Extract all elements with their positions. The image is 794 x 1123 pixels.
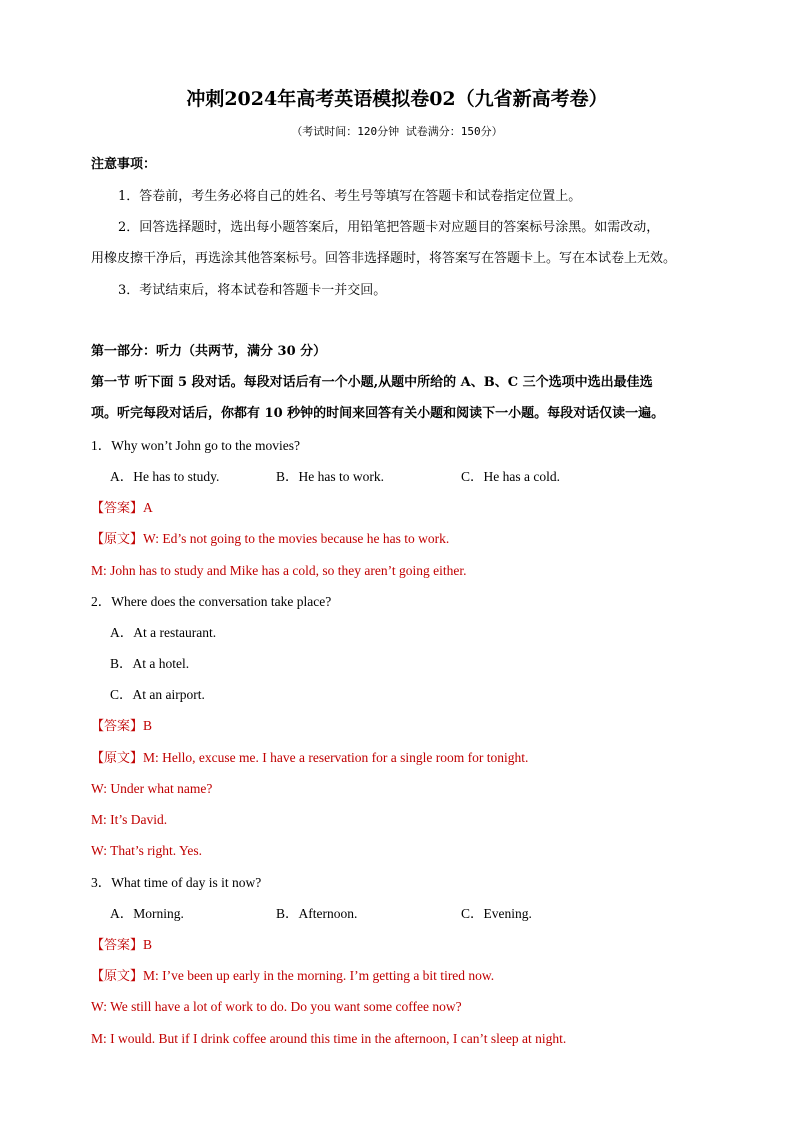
notice-item-3: 3．考试结束后，将本试卷和答题卡一并交回。: [118, 283, 387, 298]
question-1-answer: [91, 499, 153, 518]
question-2-option-a: A．At a restaurant.: [110, 625, 217, 640]
question-3-option-c: C．Evening.: [461, 906, 532, 921]
answer-value: B: [143, 718, 153, 733]
script-text: M: Hello, excuse me. I have a reservation for a single room for tonight.: [143, 750, 529, 765]
question-3-option-b: B．Afternoon.: [276, 906, 358, 921]
question-3-script-line-1: [91, 967, 494, 986]
question-3-option-a: A．Morning.: [110, 906, 184, 921]
answer-tag: 【答案】: [91, 938, 144, 953]
question-3-answer: [91, 936, 152, 955]
question-2-answer: [91, 717, 152, 736]
question-1-stem: 1．Why won’t John go to the movies?: [91, 438, 300, 453]
question-1-option-b: B．He has to work.: [276, 469, 384, 484]
question-2-stem: 2．Where does the conversation take place?: [91, 594, 332, 609]
script-text: M: I’ve been up early in the morning. I’m getting a bit tired now.: [143, 968, 495, 983]
script-tag: 【原文】: [91, 969, 144, 984]
script-tag: 【原文】: [91, 532, 144, 547]
answer-value: B: [143, 937, 153, 952]
answer-tag: 【答案】: [91, 501, 144, 516]
question-1-script-line-1: [91, 530, 449, 549]
question-3-stem: 3．What time of day is it now?: [91, 875, 262, 890]
answer-value: A: [143, 500, 153, 515]
question-1-option-c: C．He has a cold.: [461, 469, 560, 484]
notice-item-2-line-1: 2．回答选择题时，选出每小题答案后，用铅笔把答题卡对应题目的答案标号涂黑。如需改动，: [118, 220, 660, 235]
part1-heading: 第一部分：听力（共两节，满分 30 分）: [91, 344, 327, 359]
question-2-script-line-2: W: Under what name?: [91, 781, 213, 796]
question-1-option-a: A．He has to study.: [110, 469, 220, 484]
script-text: W: Ed’s not going to the movies because he has to work.: [143, 531, 450, 546]
notice-item-1: 1．答卷前，考生务必将自己的姓名、考生号等填写在答题卡和试卷指定位置上。: [118, 189, 582, 204]
answer-tag: 【答案】: [91, 719, 144, 734]
notice-item-2-line-2: 用橡皮擦干净后，再选涂其他答案标号。回答非选择题时，将答案写在答题卡上。写在本试卷上无效。: [91, 251, 677, 266]
question-2-option-c: C．At an airport.: [110, 687, 205, 702]
notice-heading: 注意事项：: [91, 157, 157, 172]
section1-instruction-line-1: 第一节 听下面 5 段对话。每段对话后有一个小题,从题中所给的 A、B、C 三个选项中选出最佳选: [91, 375, 653, 390]
question-2-script-line-1: [91, 749, 528, 768]
section1-instruction-line-2: 项。听完每段对话后，你都有 10 秒钟的时间来回答有关小题和阅读下一小题。每段对话仅读一遍。: [91, 406, 665, 421]
question-2-script-line-3: M: It’s David.: [91, 812, 168, 827]
question-3-script-line-3: M: I would. But if I drink coffee around this time in the afternoon, I can’t sleep at night.: [91, 1031, 567, 1046]
script-tag: 【原文】: [91, 751, 144, 766]
question-2-option-b: B．At a hotel.: [110, 656, 190, 671]
question-2-script-line-4: W: That’s right. Yes.: [91, 843, 203, 858]
question-1-script-line-2: M: John has to study and Mike has a cold, so they aren’t going either.: [91, 563, 467, 578]
exam-info: （考试时间：120分钟 试卷满分：150分）: [291, 125, 503, 138]
question-3-script-line-2: W: We still have a lot of work to do. Do you want some coffee now?: [91, 999, 462, 1014]
page-title: 冲刺2024年高考英语模拟卷02（九省新高考卷）: [186, 88, 608, 110]
